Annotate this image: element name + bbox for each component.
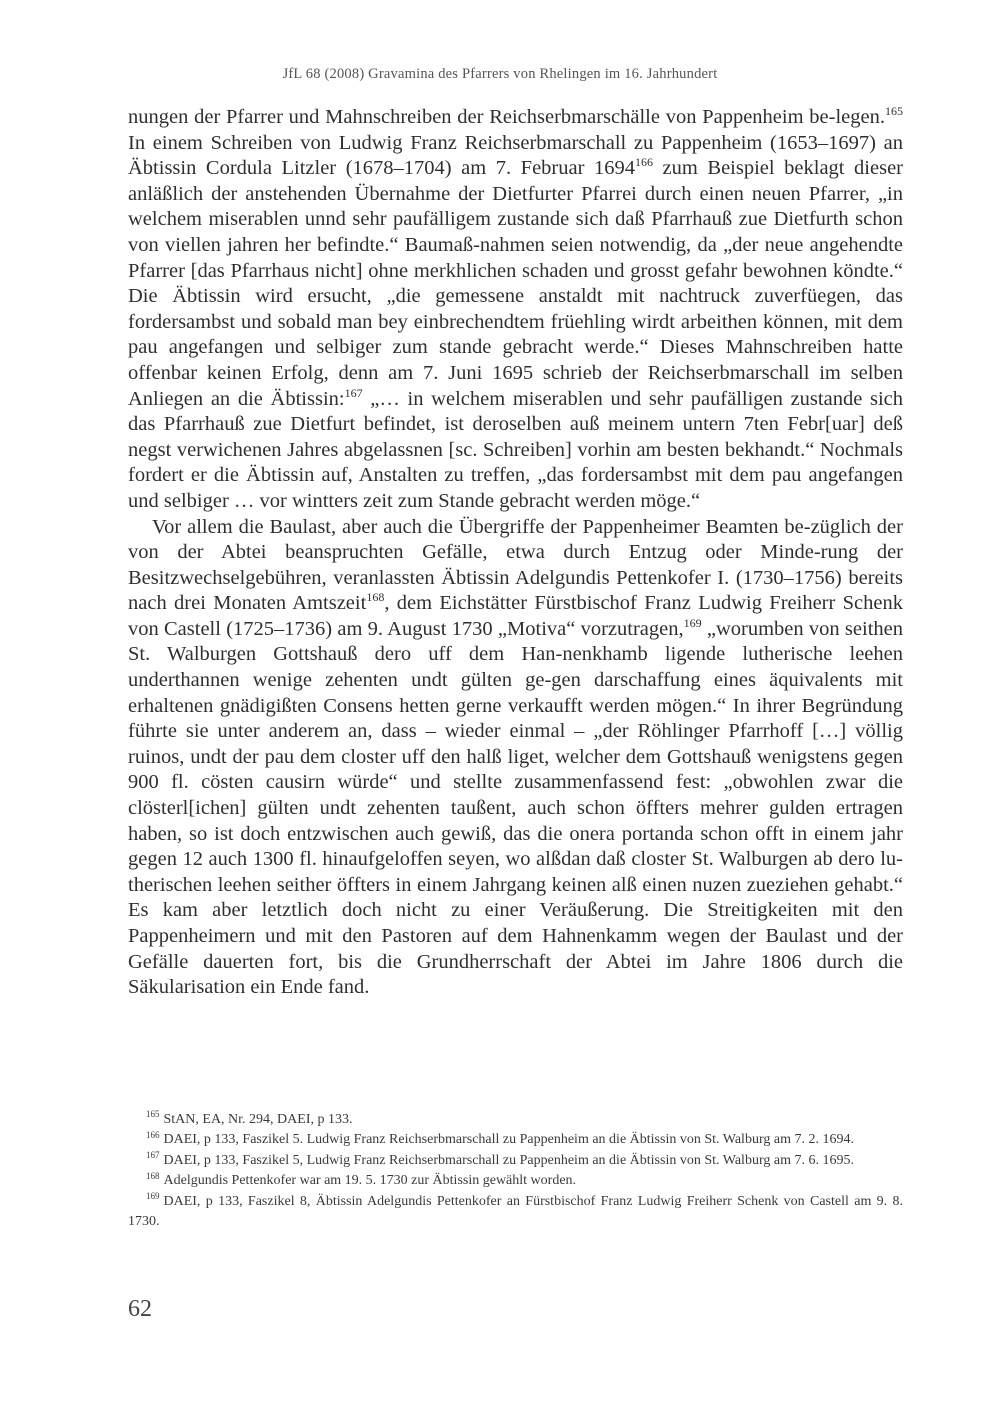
footnote [128,1110,903,1130]
footnote [128,1192,903,1233]
footnote-text: DAEI, p 133, Faszikel 5, Ludwig Franz Reichserbmarschall zu Pappenheim an die Äbtissin von St. Walburg am 7. 6. 1695. [163,1152,854,1168]
footnote-number: 165 [146,1109,160,1120]
footnote-ref[interactable]: 166 [635,155,653,170]
main-text [128,105,903,1001]
text-run: In einem Schreiben von Ludwig Franz Reichserbmarschall zu Pappenheim (1653–1697) an Äbtissin Cordula Litzler (1678–1704) am 7. Februar 1694 [128,131,903,180]
footnote-number: 169 [146,1190,160,1201]
footnote-number: 167 [146,1150,160,1161]
page-number: 62 [128,1296,152,1322]
footnote-ref[interactable]: 167 [344,385,363,400]
text-run: nungen der Pfarrer und Mahnschreiben der Reichserbmarschälle von Pappenheim be-legen. [128,106,885,128]
paragraph [128,515,903,1001]
footnote [128,1151,903,1171]
paragraph [128,105,903,515]
footnote-text: Adelgundis Pettenkofer war am 19. 5. 1730 zur Äbtissin gewählt worden. [163,1173,577,1189]
footnote-number: 168 [146,1170,160,1181]
footnote [128,1171,903,1191]
text-run: „… in welchem miserablen und sehr paufälligen zustande sich das Pfarrhauß zue Dietfurt befindet, ist deroselben auß meinem untern 7ten Febr[uar] deß negst verwichenen Jahres abgelassnen [sc. Schreiben] vorhin am besten bekhandt.“ Nochmals fordert er die Äbtissin auf, Anstalten zu treffen, „das fordersambst mit dem pau angefangen und selbiger … vor wintters zeit zum Stande gebracht werden möge.“ [128,387,903,512]
text-run: zum Beispiel beklagt dieser anläßlich der anstehenden Übernahme der Dietfurter Pfarrei durch einen neuen Pfarrer, „in welchem miserablen unnd sehr paufälligem zustande sich daß Pfarrhauß zue Dietfurth schon von viellen jahren her befindte.“ Baumaß-nahmen seien notwendig, da „der neue angehendte Pfarrer [das Pfarrhaus nicht] ohne merkhlichen schaden und grosst gefahr bewohnen köndte.“ Die Äbtissin wird ersucht, „die gemessene anstaldt mit nachtruck zuverfüegen, das fordersambst und sobald man bey einbrechendtem früehling wirdt arbeithen können, mit dem pau angefangen und selbiger zum stande gebracht werde.“ Dieses Mahnschreiben hatte offenbar keinen Erfolg, denn am 7. Juni 1695 schrieb der Reichserbmarschall im selben Anliegen an die Äbtissin: [128,157,903,410]
text-run: „worumben von seithen St. Walburgen Gottshauß dero uff dem Han-nenkhamb ligende lutherische leehen underthannen wenige zehenten undt gülten ge-gen darschaffung eines äquivalents mit erhaltenen gnädigißten Consens hetten gerne verkaufft werden mögen.“ In ihrer Begründung führte sie unter anderem an, dass – wieder einmal – „der Röhlinger Pfarrhoff […] völlig ruinos, undt der pau dem closter uff den halß liget, welcher dem Gottshauß wenigstens gegen 900 fl. cösten causirn würde“ und stellte zusammenfassend fest: „obwohlen zwar die clösterl[ichen] gülten undt zehenten taußent, auch schon öffters mehrer gulden ertragen haben, so ist doch entzwischen auch gewiß, das die onera portanda schon offt in einem jahr gegen 12 auch 1300 fl. hinaufgeloffen seyen, wo alßdan daß closter St. Walburgen ab dero lu-therischen leehen seither öffters in einem Jahrgang keinen alß einen nuzen zueziehen gehabt.“ Es kam aber letztlich doch nicht zu einer Veräußerung. Die Streitigkeiten mit den Pappenheimern und mit den Pastoren auf dem Hahnenkamm wegen der Baulast und der Gefälle dauerten fort, bis die Grundherrschaft der Abtei im Jahre 1806 durch die Säkularisation ein Ende fand. [128,617,903,999]
footnote-text: DAEI, p 133, Faszikel 8, Äbtissin Adelgundis Pettenkofer an Fürstbischof Franz Ludwig Freiherr Schenk von Castell am 9. 8. 1730. [128,1193,903,1230]
running-header: JfL 68 (2008) Gravamina des Pfarrers von Rhelingen im 16. Jahrhundert [282,66,718,82]
text-run: Vor allem die Baulast, aber auch die Übergriffe der Pappenheimer Beamten be-züglich der von der Abtei beanspruchten Gefälle, etwa durch Entzug oder Minde-rung der Besitzwechselgebühren, veranlassten Äbtissin Adelgundis Pettenkofer I. (1730–1756) bereits nach drei Monaten Amtszeit [128,515,903,615]
footnote-number: 166 [146,1129,160,1140]
footnote-ref[interactable]: 165 [885,104,903,119]
text-run: , dem Eichstätter Fürstbischof Franz Ludwig Freiherr Schenk von Castell (1725–1736) am 9. August 1730 „Motiva“ vorzutragen, [128,592,903,640]
footnote [128,1130,903,1150]
footnotes [128,1110,903,1232]
footnote-ref[interactable]: 168 [366,590,385,605]
footnote-text: StAN, EA, Nr. 294, DAEI, p 133. [163,1112,353,1127]
footnote-ref[interactable]: 169 [683,616,702,631]
footnote-text: DAEI, p 133, Faszikel 5. Ludwig Franz Reichserbmarschall zu Pappenheim an die Äbtissin von St. Walburg am 7. 2. 1694. [163,1132,854,1148]
